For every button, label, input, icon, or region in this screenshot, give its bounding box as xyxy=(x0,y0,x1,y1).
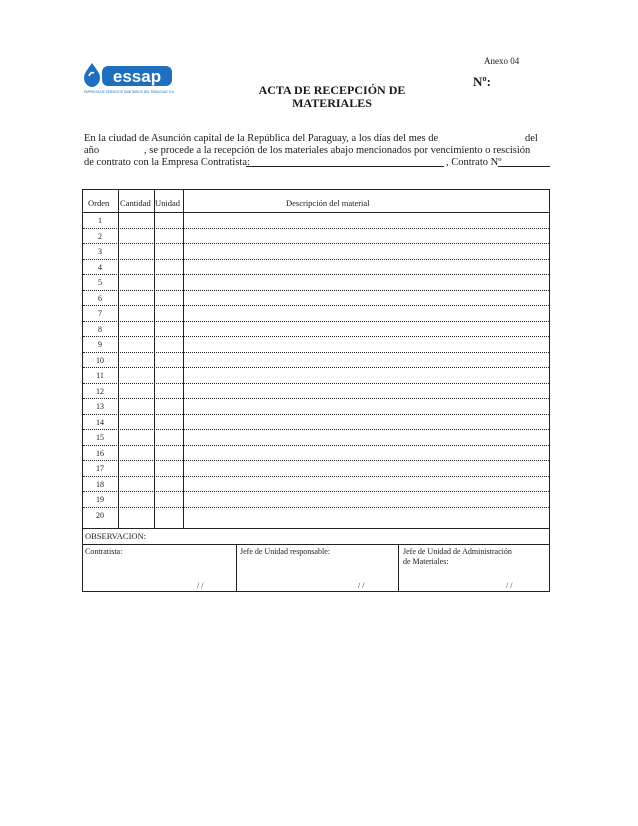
table-row-line xyxy=(83,228,549,229)
table-row-line xyxy=(83,321,549,322)
number-label: Nº: xyxy=(473,74,492,89)
table-row-number: 19 xyxy=(96,495,104,504)
intro-line-1-end: del xyxy=(525,133,538,144)
table-row-number: 4 xyxy=(98,262,102,272)
date-jefe-admin: / / xyxy=(506,581,513,590)
header-orden: Orden xyxy=(88,198,110,208)
table-row-number: 8 xyxy=(98,324,102,334)
col-divider-orden xyxy=(118,190,119,528)
table-row-number: 10 xyxy=(96,355,104,365)
jefe-unidad-label: Jefe de Unidad responsable: xyxy=(240,547,330,556)
table-row-line xyxy=(83,274,549,275)
table-row-line xyxy=(83,243,549,244)
table-row-line xyxy=(83,507,549,508)
header-bottom-line xyxy=(83,212,549,213)
jefe-admin-line-1: Jefe de Unidad de Administración xyxy=(403,547,512,556)
table-row-line xyxy=(83,305,549,306)
logo-subtitle: EMPRESA DE SERVICIOS SANITARIOS DEL PARAGUAY S.A. xyxy=(84,90,174,94)
table-row-line xyxy=(83,383,549,384)
intro-line-3-end: , Contrato Nº xyxy=(446,157,502,168)
jefe-admin-line-2: de Materiales: xyxy=(403,557,449,566)
table-row-number: 13 xyxy=(96,402,104,411)
signature-divider-1 xyxy=(236,544,237,592)
contratista-label: Contratista: xyxy=(85,547,123,556)
title-line-1: ACTA DE RECEPCIÓN DE xyxy=(258,83,406,97)
table-row-number: 20 xyxy=(96,510,104,520)
intro-line-2: , se procede a la recepción de los materiales abajo mencionados por vencimiento o rescisión xyxy=(144,145,531,156)
date-contratista: / / xyxy=(197,581,204,590)
contract-number-blank-line xyxy=(498,166,550,167)
col-divider-cantidad xyxy=(154,190,155,528)
table-row-number: 3 xyxy=(98,247,102,256)
document-title xyxy=(200,84,464,110)
date-jefe-unidad: / / xyxy=(358,581,365,590)
table-row-number: 7 xyxy=(98,309,102,318)
intro-line-2-start: año xyxy=(84,145,100,156)
title-line-2: MATERIALES xyxy=(292,96,372,110)
table-row-number: 12 xyxy=(96,386,104,396)
intro-line-3: de contrato con la Empresa Contratista: xyxy=(84,157,250,168)
table-row-number: 5 xyxy=(98,278,102,287)
table-row-line xyxy=(83,445,549,446)
signature-top-line xyxy=(83,544,549,545)
signature-divider-2 xyxy=(398,544,399,592)
col-divider-unidad xyxy=(183,190,184,528)
table-row-number: 16 xyxy=(96,448,104,458)
table-row-number: 15 xyxy=(96,433,104,442)
table-row-number: 17 xyxy=(96,464,104,473)
table-row-line xyxy=(83,336,549,337)
table-row-line xyxy=(83,460,549,461)
table-row-number: 11 xyxy=(96,371,104,380)
contractor-blank-line xyxy=(246,166,444,167)
header-cantidad: Cantidad xyxy=(120,198,151,208)
table-row-line xyxy=(83,367,549,368)
table-row-number: 9 xyxy=(98,340,102,349)
table-row-line xyxy=(83,476,549,477)
table-row-line xyxy=(83,259,549,260)
observation-label: OBSERVACION: xyxy=(85,531,147,541)
table-row-number: 6 xyxy=(98,293,102,303)
table-row-line xyxy=(83,352,549,353)
table-row-line xyxy=(83,414,549,415)
header-unidad: Unidad xyxy=(155,198,181,208)
essap-logo xyxy=(82,60,174,96)
materials-table xyxy=(82,189,550,592)
table-row-line xyxy=(83,491,549,492)
table-row-line xyxy=(83,290,549,291)
annex-label: Anexo 04 xyxy=(484,56,520,66)
jefe-admin-label xyxy=(403,547,512,567)
table-row-number: 2 xyxy=(98,231,102,241)
table-row-number: 1 xyxy=(98,216,102,225)
table-row-line xyxy=(83,429,549,430)
table-row-line xyxy=(83,398,549,399)
table-row-number: 18 xyxy=(96,479,104,489)
header-descripcion: Descripción del material xyxy=(286,198,370,208)
intro-line-1: En la ciudad de Asunción capital de la República del Paraguay, a los días del mes de xyxy=(84,133,439,144)
table-row-number: 14 xyxy=(96,417,104,427)
observation-top-line xyxy=(83,528,549,529)
logo-text: essap xyxy=(112,67,162,86)
